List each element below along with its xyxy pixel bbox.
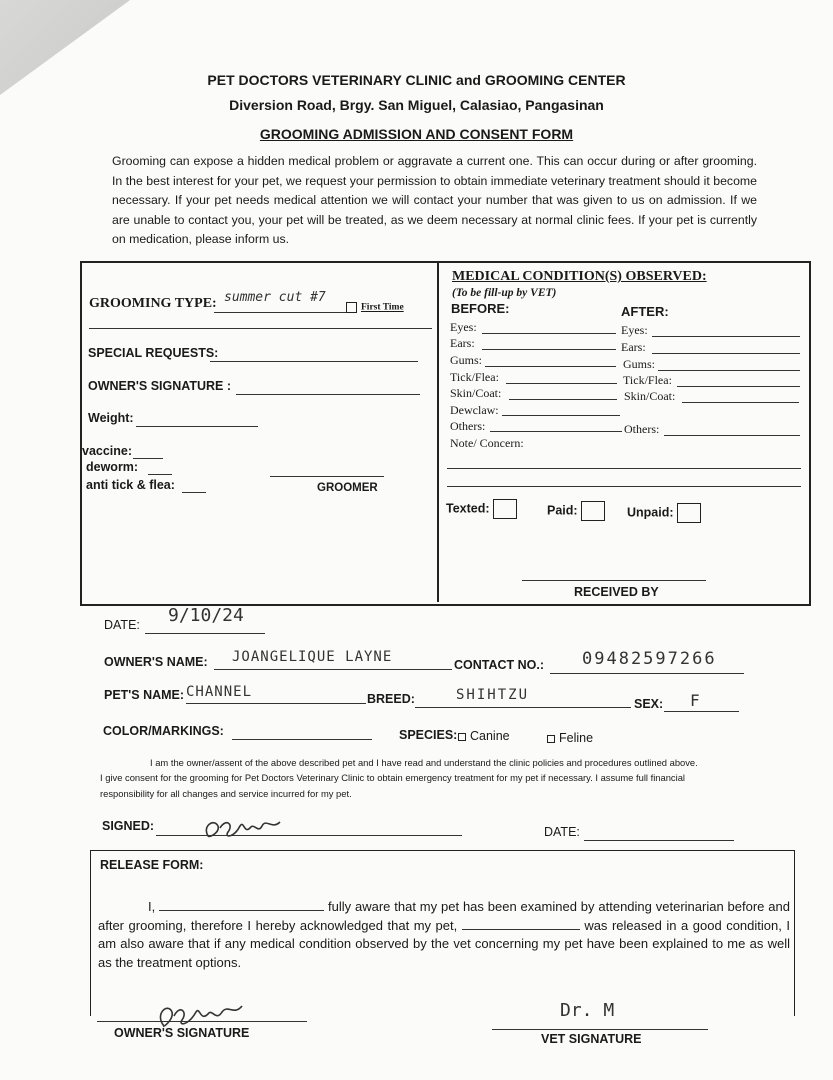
after-ears-label: Ears: bbox=[621, 340, 646, 354]
groomer-signature-line[interactable] bbox=[270, 476, 384, 477]
antitick-label: anti tick & flea: bbox=[86, 478, 175, 492]
vaccine-label: vaccine: bbox=[82, 444, 133, 458]
after-skincoat-label: Skin/Coat: bbox=[624, 389, 676, 403]
after-eyes-line[interactable] bbox=[652, 336, 800, 337]
species-feline-option[interactable] bbox=[547, 731, 593, 745]
canine-label: Canine bbox=[470, 729, 510, 743]
pet-name-label: PET'S NAME: bbox=[104, 688, 185, 702]
owner-signature-scribble bbox=[200, 812, 290, 847]
before-eyes-label: Eyes: bbox=[450, 320, 477, 334]
breed-label: BREED: bbox=[367, 692, 415, 706]
before-others-line[interactable] bbox=[490, 431, 622, 432]
before-gums-label: Gums: bbox=[450, 353, 483, 367]
contact-line bbox=[550, 673, 744, 674]
after-tickflea-label: Tick/Flea: bbox=[623, 373, 672, 387]
breed-value[interactable]: SHIHTZU bbox=[456, 687, 530, 703]
paid-checkbox[interactable] bbox=[581, 501, 605, 521]
texted-checkbox[interactable] bbox=[493, 499, 517, 519]
date-value[interactable]: 9/10/24 bbox=[168, 605, 244, 626]
special-requests-line[interactable] bbox=[210, 361, 418, 362]
note-line-1[interactable] bbox=[447, 468, 801, 469]
canine-checkbox[interactable] bbox=[458, 733, 466, 741]
antitick-line[interactable] bbox=[182, 492, 206, 493]
unpaid-label: Unpaid: bbox=[627, 505, 674, 520]
release-i: I, bbox=[148, 899, 156, 914]
clinic-name: PET DOCTORS VETERINARY CLINIC and GROOMING CENTER bbox=[207, 72, 626, 88]
consent-date-label: DATE: bbox=[544, 825, 580, 839]
after-skincoat-line[interactable] bbox=[682, 402, 799, 403]
owner-name-line bbox=[214, 669, 452, 670]
first-time-option[interactable] bbox=[346, 302, 404, 313]
paid-label: Paid: bbox=[547, 503, 578, 518]
owner-name-value[interactable]: JOANGELIQUE LAYNE bbox=[232, 649, 393, 665]
vet-signature-caption: VET SIGNATURE bbox=[541, 1032, 642, 1046]
vet-signature-line[interactable] bbox=[492, 1029, 708, 1030]
before-label: BEFORE: bbox=[451, 301, 510, 316]
species-label: SPECIES: bbox=[399, 728, 458, 742]
before-others-label: Others: bbox=[450, 419, 486, 433]
weight-label: Weight: bbox=[88, 411, 134, 425]
grooming-type-value[interactable]: summer cut #7 bbox=[224, 290, 326, 305]
release-text-b: fully aware that my pet has been examined by attending veterinarian before and after grooming, therefore I hereby acknowledged that my pet, bbox=[98, 899, 790, 933]
medical-condition-title: MEDICAL CONDITION(S) OBSERVED: bbox=[452, 269, 707, 284]
before-dewclaw-line[interactable] bbox=[502, 415, 620, 416]
received-by-label: RECEIVED BY bbox=[574, 585, 659, 599]
release-owner-blank[interactable] bbox=[159, 898, 324, 911]
deworm-label: deworm: bbox=[86, 460, 139, 474]
unpaid-checkbox[interactable] bbox=[677, 503, 701, 523]
before-dewclaw-label: Dewclaw: bbox=[450, 403, 499, 417]
before-skincoat-line[interactable] bbox=[509, 399, 617, 400]
groomer-label: GROOMER bbox=[317, 482, 378, 494]
owner-signature-label: OWNER'S SIGNATURE : bbox=[88, 379, 232, 393]
grooming-type-label: GROOMING TYPE: bbox=[89, 296, 217, 311]
after-ears-line[interactable] bbox=[652, 353, 800, 354]
consent-date-line[interactable] bbox=[584, 840, 734, 841]
consent-line-2: I give consent for the grooming for Pet Doctors Veterinary Clinic to obtain emergency treatment for my pet if necessary. I assume full financial bbox=[100, 772, 685, 783]
contact-value[interactable]: 09482597266 bbox=[582, 649, 717, 669]
intro-paragraph: Grooming can expose a hidden medical problem or aggravate a current one. This can occur during or after grooming. In the best interest for your pet, we request your permission to obtain immediate veterinary treatment should it become necessary. If your pet needs medical attention we will contact your number that was given to us on admission. If we are unable to contact you, your pet will be treated, as we deem necessary at normal clinic fees. If your pet is currently on medication, please inform us. bbox=[112, 154, 757, 246]
before-tickflea-label: Tick/Flea: bbox=[450, 370, 499, 384]
release-text-c: was released in a good condition, I am also aware that if any medical condition observed by the vet concerning my pet have been explained to me as well as the treatment options. bbox=[98, 917, 790, 970]
signed-label: SIGNED: bbox=[102, 819, 155, 833]
before-gums-line[interactable] bbox=[485, 366, 616, 367]
grooming-type-extra-line bbox=[89, 328, 432, 329]
note-line-2[interactable] bbox=[447, 486, 801, 487]
owner-signature-caption: OWNER'S SIGNATURE bbox=[114, 1026, 250, 1040]
deworm-line[interactable] bbox=[148, 474, 172, 475]
after-tickflea-line[interactable] bbox=[677, 386, 800, 387]
received-by-line[interactable] bbox=[522, 580, 706, 581]
sex-value[interactable]: F bbox=[690, 691, 700, 710]
pet-name-value[interactable]: CHANNEL bbox=[186, 684, 253, 700]
date-label: DATE: bbox=[104, 618, 140, 632]
before-skincoat-label: Skin/Coat: bbox=[450, 386, 502, 400]
form-title: GROOMING ADMISSION AND CONSENT FORM bbox=[259, 126, 574, 142]
special-requests-label: SPECIAL REQUESTS: bbox=[88, 346, 219, 360]
first-time-label: First Time bbox=[361, 302, 404, 313]
owner-signature-line[interactable] bbox=[236, 394, 420, 395]
pet-name-line bbox=[186, 703, 366, 704]
weight-line[interactable] bbox=[136, 426, 258, 427]
after-others-label: Others: bbox=[624, 422, 660, 436]
release-form-title: RELEASE FORM: bbox=[100, 858, 204, 872]
release-pet-blank[interactable] bbox=[462, 917, 580, 930]
before-ears-label: Ears: bbox=[450, 336, 475, 350]
signature-svg bbox=[200, 812, 290, 842]
after-gums-label: Gums: bbox=[623, 357, 656, 371]
sex-line bbox=[664, 711, 739, 712]
after-gums-line[interactable] bbox=[658, 370, 800, 371]
contact-label: CONTACT NO.: bbox=[454, 658, 545, 672]
after-label: AFTER: bbox=[621, 304, 669, 319]
release-paragraph bbox=[98, 898, 790, 972]
vet-signature-value[interactable]: Dr. M bbox=[560, 1000, 615, 1021]
texted-option[interactable] bbox=[446, 499, 517, 519]
after-others-line[interactable] bbox=[664, 435, 800, 436]
before-tickflea-line[interactable] bbox=[506, 383, 617, 384]
clinic-address: Diversion Road, Brgy. San Miguel, Calasiao, Pangasinan bbox=[229, 97, 604, 113]
grooming-medical-box bbox=[80, 261, 811, 606]
vet-note: (To be fill-up by VET) bbox=[452, 287, 557, 299]
first-time-checkbox[interactable] bbox=[346, 302, 357, 313]
feline-checkbox[interactable] bbox=[547, 735, 555, 743]
color-markings-label: COLOR/MARKINGS: bbox=[103, 724, 224, 738]
breed-line bbox=[415, 707, 631, 708]
consent-line-3: responsibility for all changes and service incurred for my pet. bbox=[100, 788, 352, 799]
after-eyes-label: Eyes: bbox=[621, 323, 648, 337]
species-canine-option[interactable] bbox=[458, 729, 510, 743]
unpaid-option[interactable] bbox=[627, 503, 701, 523]
sex-label: SEX: bbox=[634, 697, 664, 711]
box-divider bbox=[437, 263, 439, 602]
vaccine-line[interactable] bbox=[133, 458, 163, 459]
color-markings-line[interactable] bbox=[232, 739, 372, 740]
owner-name-label: OWNER'S NAME: bbox=[104, 655, 208, 669]
before-eyes-line[interactable] bbox=[482, 333, 616, 334]
grooming-type-line bbox=[214, 312, 346, 313]
texted-label: Texted: bbox=[446, 501, 490, 516]
before-ears-line[interactable] bbox=[482, 349, 616, 350]
consent-line-1: I am the owner/assent of the above described pet and I have read and understand the clinic policies and procedures outlined above. bbox=[150, 757, 698, 768]
paid-option[interactable] bbox=[547, 501, 605, 521]
date-line bbox=[145, 633, 265, 634]
note-concern-label: Note/ Concern: bbox=[450, 436, 524, 450]
feline-label: Feline bbox=[559, 731, 594, 745]
